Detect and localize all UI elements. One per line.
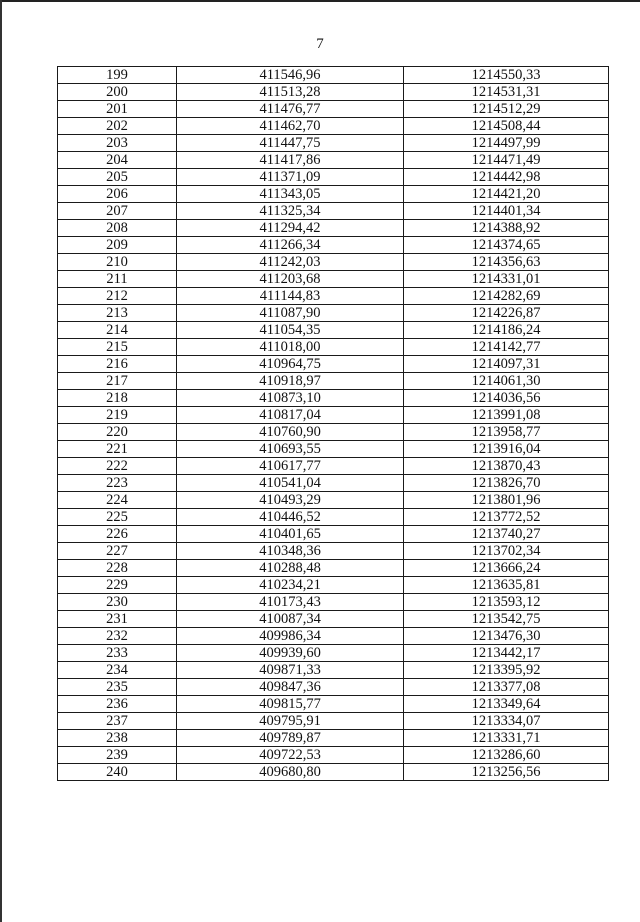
y-coordinate-cell: 1213666,24	[404, 560, 609, 577]
table-row	[58, 220, 609, 237]
y-coordinate-cell: 1214550,33	[404, 67, 609, 84]
x-coordinate-cell: 411513,28	[177, 84, 404, 101]
table-row	[58, 475, 609, 492]
y-coordinate-cell: 1214531,31	[404, 84, 609, 101]
point-number-cell: 227	[58, 543, 177, 560]
y-coordinate-cell: 1213772,52	[404, 509, 609, 526]
point-number-cell: 201	[58, 101, 177, 118]
x-coordinate-cell: 409722,53	[177, 747, 404, 764]
x-coordinate-cell: 410617,77	[177, 458, 404, 475]
point-number-cell: 199	[58, 67, 177, 84]
y-coordinate-cell: 1213542,75	[404, 611, 609, 628]
y-coordinate-cell: 1214282,69	[404, 288, 609, 305]
point-number-cell: 219	[58, 407, 177, 424]
y-coordinate-cell: 1213256,56	[404, 764, 609, 781]
point-number-cell: 240	[58, 764, 177, 781]
x-coordinate-cell: 409795,91	[177, 713, 404, 730]
table-row	[58, 424, 609, 441]
table-row	[58, 577, 609, 594]
x-coordinate-cell: 411417,86	[177, 152, 404, 169]
point-number-cell: 239	[58, 747, 177, 764]
x-coordinate-cell: 409815,77	[177, 696, 404, 713]
point-number-cell: 213	[58, 305, 177, 322]
y-coordinate-cell: 1214512,29	[404, 101, 609, 118]
table-row	[58, 713, 609, 730]
table-row	[58, 730, 609, 747]
table-row	[58, 747, 609, 764]
point-number-cell: 208	[58, 220, 177, 237]
table-row	[58, 356, 609, 373]
x-coordinate-cell: 409680,80	[177, 764, 404, 781]
coordinates-table	[57, 66, 609, 781]
point-number-cell: 203	[58, 135, 177, 152]
point-number-cell: 223	[58, 475, 177, 492]
y-coordinate-cell: 1214374,65	[404, 237, 609, 254]
y-coordinate-cell: 1214036,56	[404, 390, 609, 407]
x-coordinate-cell: 410693,55	[177, 441, 404, 458]
point-number-cell: 214	[58, 322, 177, 339]
point-number-cell: 202	[58, 118, 177, 135]
table-row	[58, 390, 609, 407]
x-coordinate-cell: 411343,05	[177, 186, 404, 203]
point-number-cell: 237	[58, 713, 177, 730]
y-coordinate-cell: 1214142,77	[404, 339, 609, 356]
point-number-cell: 234	[58, 662, 177, 679]
y-coordinate-cell: 1213593,12	[404, 594, 609, 611]
x-coordinate-cell: 411144,83	[177, 288, 404, 305]
table-row	[58, 509, 609, 526]
y-coordinate-cell: 1213991,08	[404, 407, 609, 424]
y-coordinate-cell: 1213740,27	[404, 526, 609, 543]
point-number-cell: 218	[58, 390, 177, 407]
y-coordinate-cell: 1213349,64	[404, 696, 609, 713]
y-coordinate-cell: 1213476,30	[404, 628, 609, 645]
x-coordinate-cell: 410234,21	[177, 577, 404, 594]
table-row	[58, 203, 609, 220]
y-coordinate-cell: 1213958,77	[404, 424, 609, 441]
y-coordinate-cell: 1214331,01	[404, 271, 609, 288]
table-row	[58, 339, 609, 356]
y-coordinate-cell: 1214442,98	[404, 169, 609, 186]
page-edge-left	[0, 0, 2, 922]
point-number-cell: 224	[58, 492, 177, 509]
point-number-cell: 225	[58, 509, 177, 526]
x-coordinate-cell: 409986,34	[177, 628, 404, 645]
point-number-cell: 216	[58, 356, 177, 373]
x-coordinate-cell: 410173,43	[177, 594, 404, 611]
point-number-cell: 207	[58, 203, 177, 220]
x-coordinate-cell: 410493,29	[177, 492, 404, 509]
table-row	[58, 322, 609, 339]
x-coordinate-cell: 410873,10	[177, 390, 404, 407]
y-coordinate-cell: 1213801,96	[404, 492, 609, 509]
x-coordinate-cell: 410541,04	[177, 475, 404, 492]
x-coordinate-cell: 409847,36	[177, 679, 404, 696]
x-coordinate-cell: 410964,75	[177, 356, 404, 373]
point-number-cell: 200	[58, 84, 177, 101]
coordinates-table-body	[58, 67, 609, 781]
point-number-cell: 222	[58, 458, 177, 475]
table-row	[58, 152, 609, 169]
y-coordinate-cell: 1214421,20	[404, 186, 609, 203]
y-coordinate-cell: 1213916,04	[404, 441, 609, 458]
x-coordinate-cell: 411294,42	[177, 220, 404, 237]
y-coordinate-cell: 1214226,87	[404, 305, 609, 322]
x-coordinate-cell: 410760,90	[177, 424, 404, 441]
table-row	[58, 373, 609, 390]
y-coordinate-cell: 1214061,30	[404, 373, 609, 390]
point-number-cell: 221	[58, 441, 177, 458]
table-row	[58, 441, 609, 458]
point-number-cell: 232	[58, 628, 177, 645]
x-coordinate-cell: 411462,70	[177, 118, 404, 135]
point-number-cell: 204	[58, 152, 177, 169]
x-coordinate-cell: 410288,48	[177, 560, 404, 577]
table-row	[58, 237, 609, 254]
point-number-cell: 210	[58, 254, 177, 271]
page-edge-top	[0, 0, 640, 2]
point-number-cell: 230	[58, 594, 177, 611]
table-row	[58, 492, 609, 509]
y-coordinate-cell: 1214497,99	[404, 135, 609, 152]
y-coordinate-cell: 1214471,49	[404, 152, 609, 169]
point-number-cell: 209	[58, 237, 177, 254]
point-number-cell: 233	[58, 645, 177, 662]
table-row	[58, 84, 609, 101]
x-coordinate-cell: 409939,60	[177, 645, 404, 662]
table-row	[58, 101, 609, 118]
point-number-cell: 238	[58, 730, 177, 747]
x-coordinate-cell: 410817,04	[177, 407, 404, 424]
x-coordinate-cell: 411203,68	[177, 271, 404, 288]
y-coordinate-cell: 1213635,81	[404, 577, 609, 594]
x-coordinate-cell: 411325,34	[177, 203, 404, 220]
y-coordinate-cell: 1214388,92	[404, 220, 609, 237]
x-coordinate-cell: 411371,09	[177, 169, 404, 186]
y-coordinate-cell: 1214508,44	[404, 118, 609, 135]
y-coordinate-cell: 1214097,31	[404, 356, 609, 373]
x-coordinate-cell: 411546,96	[177, 67, 404, 84]
table-row	[58, 594, 609, 611]
table-row	[58, 526, 609, 543]
page-number: 7	[316, 36, 324, 52]
table-row	[58, 611, 609, 628]
y-coordinate-cell: 1213702,34	[404, 543, 609, 560]
point-number-cell: 228	[58, 560, 177, 577]
y-coordinate-cell: 1213377,08	[404, 679, 609, 696]
x-coordinate-cell: 411476,77	[177, 101, 404, 118]
table-row	[58, 186, 609, 203]
table-row	[58, 407, 609, 424]
table-row	[58, 543, 609, 560]
y-coordinate-cell: 1213395,92	[404, 662, 609, 679]
y-coordinate-cell: 1213442,17	[404, 645, 609, 662]
y-coordinate-cell: 1214356,63	[404, 254, 609, 271]
point-number-cell: 211	[58, 271, 177, 288]
x-coordinate-cell: 411018,00	[177, 339, 404, 356]
table-row	[58, 254, 609, 271]
table-row	[58, 696, 609, 713]
x-coordinate-cell: 410348,36	[177, 543, 404, 560]
y-coordinate-cell: 1213286,60	[404, 747, 609, 764]
x-coordinate-cell: 409871,33	[177, 662, 404, 679]
point-number-cell: 206	[58, 186, 177, 203]
point-number-cell: 217	[58, 373, 177, 390]
x-coordinate-cell: 409789,87	[177, 730, 404, 747]
x-coordinate-cell: 410401,65	[177, 526, 404, 543]
point-number-cell: 229	[58, 577, 177, 594]
x-coordinate-cell: 410918,97	[177, 373, 404, 390]
y-coordinate-cell: 1213334,07	[404, 713, 609, 730]
point-number-cell: 231	[58, 611, 177, 628]
x-coordinate-cell: 410087,34	[177, 611, 404, 628]
point-number-cell: 236	[58, 696, 177, 713]
table-row	[58, 458, 609, 475]
y-coordinate-cell: 1214401,34	[404, 203, 609, 220]
y-coordinate-cell: 1214186,24	[404, 322, 609, 339]
table-row	[58, 645, 609, 662]
x-coordinate-cell: 411266,34	[177, 237, 404, 254]
y-coordinate-cell: 1213826,70	[404, 475, 609, 492]
table-row	[58, 67, 609, 84]
x-coordinate-cell: 411054,35	[177, 322, 404, 339]
table-row	[58, 169, 609, 186]
table-row	[58, 764, 609, 781]
table-row	[58, 305, 609, 322]
x-coordinate-cell: 411087,90	[177, 305, 404, 322]
x-coordinate-cell: 411447,75	[177, 135, 404, 152]
point-number-cell: 215	[58, 339, 177, 356]
point-number-cell: 235	[58, 679, 177, 696]
point-number-cell: 212	[58, 288, 177, 305]
table-row	[58, 118, 609, 135]
x-coordinate-cell: 410446,52	[177, 509, 404, 526]
point-number-cell: 220	[58, 424, 177, 441]
y-coordinate-cell: 1213331,71	[404, 730, 609, 747]
table-row	[58, 271, 609, 288]
table-row	[58, 288, 609, 305]
point-number-cell: 226	[58, 526, 177, 543]
point-number-cell: 205	[58, 169, 177, 186]
table-row	[58, 679, 609, 696]
table-row	[58, 560, 609, 577]
table-row	[58, 628, 609, 645]
y-coordinate-cell: 1213870,43	[404, 458, 609, 475]
table-row	[58, 662, 609, 679]
table-row	[58, 135, 609, 152]
x-coordinate-cell: 411242,03	[177, 254, 404, 271]
